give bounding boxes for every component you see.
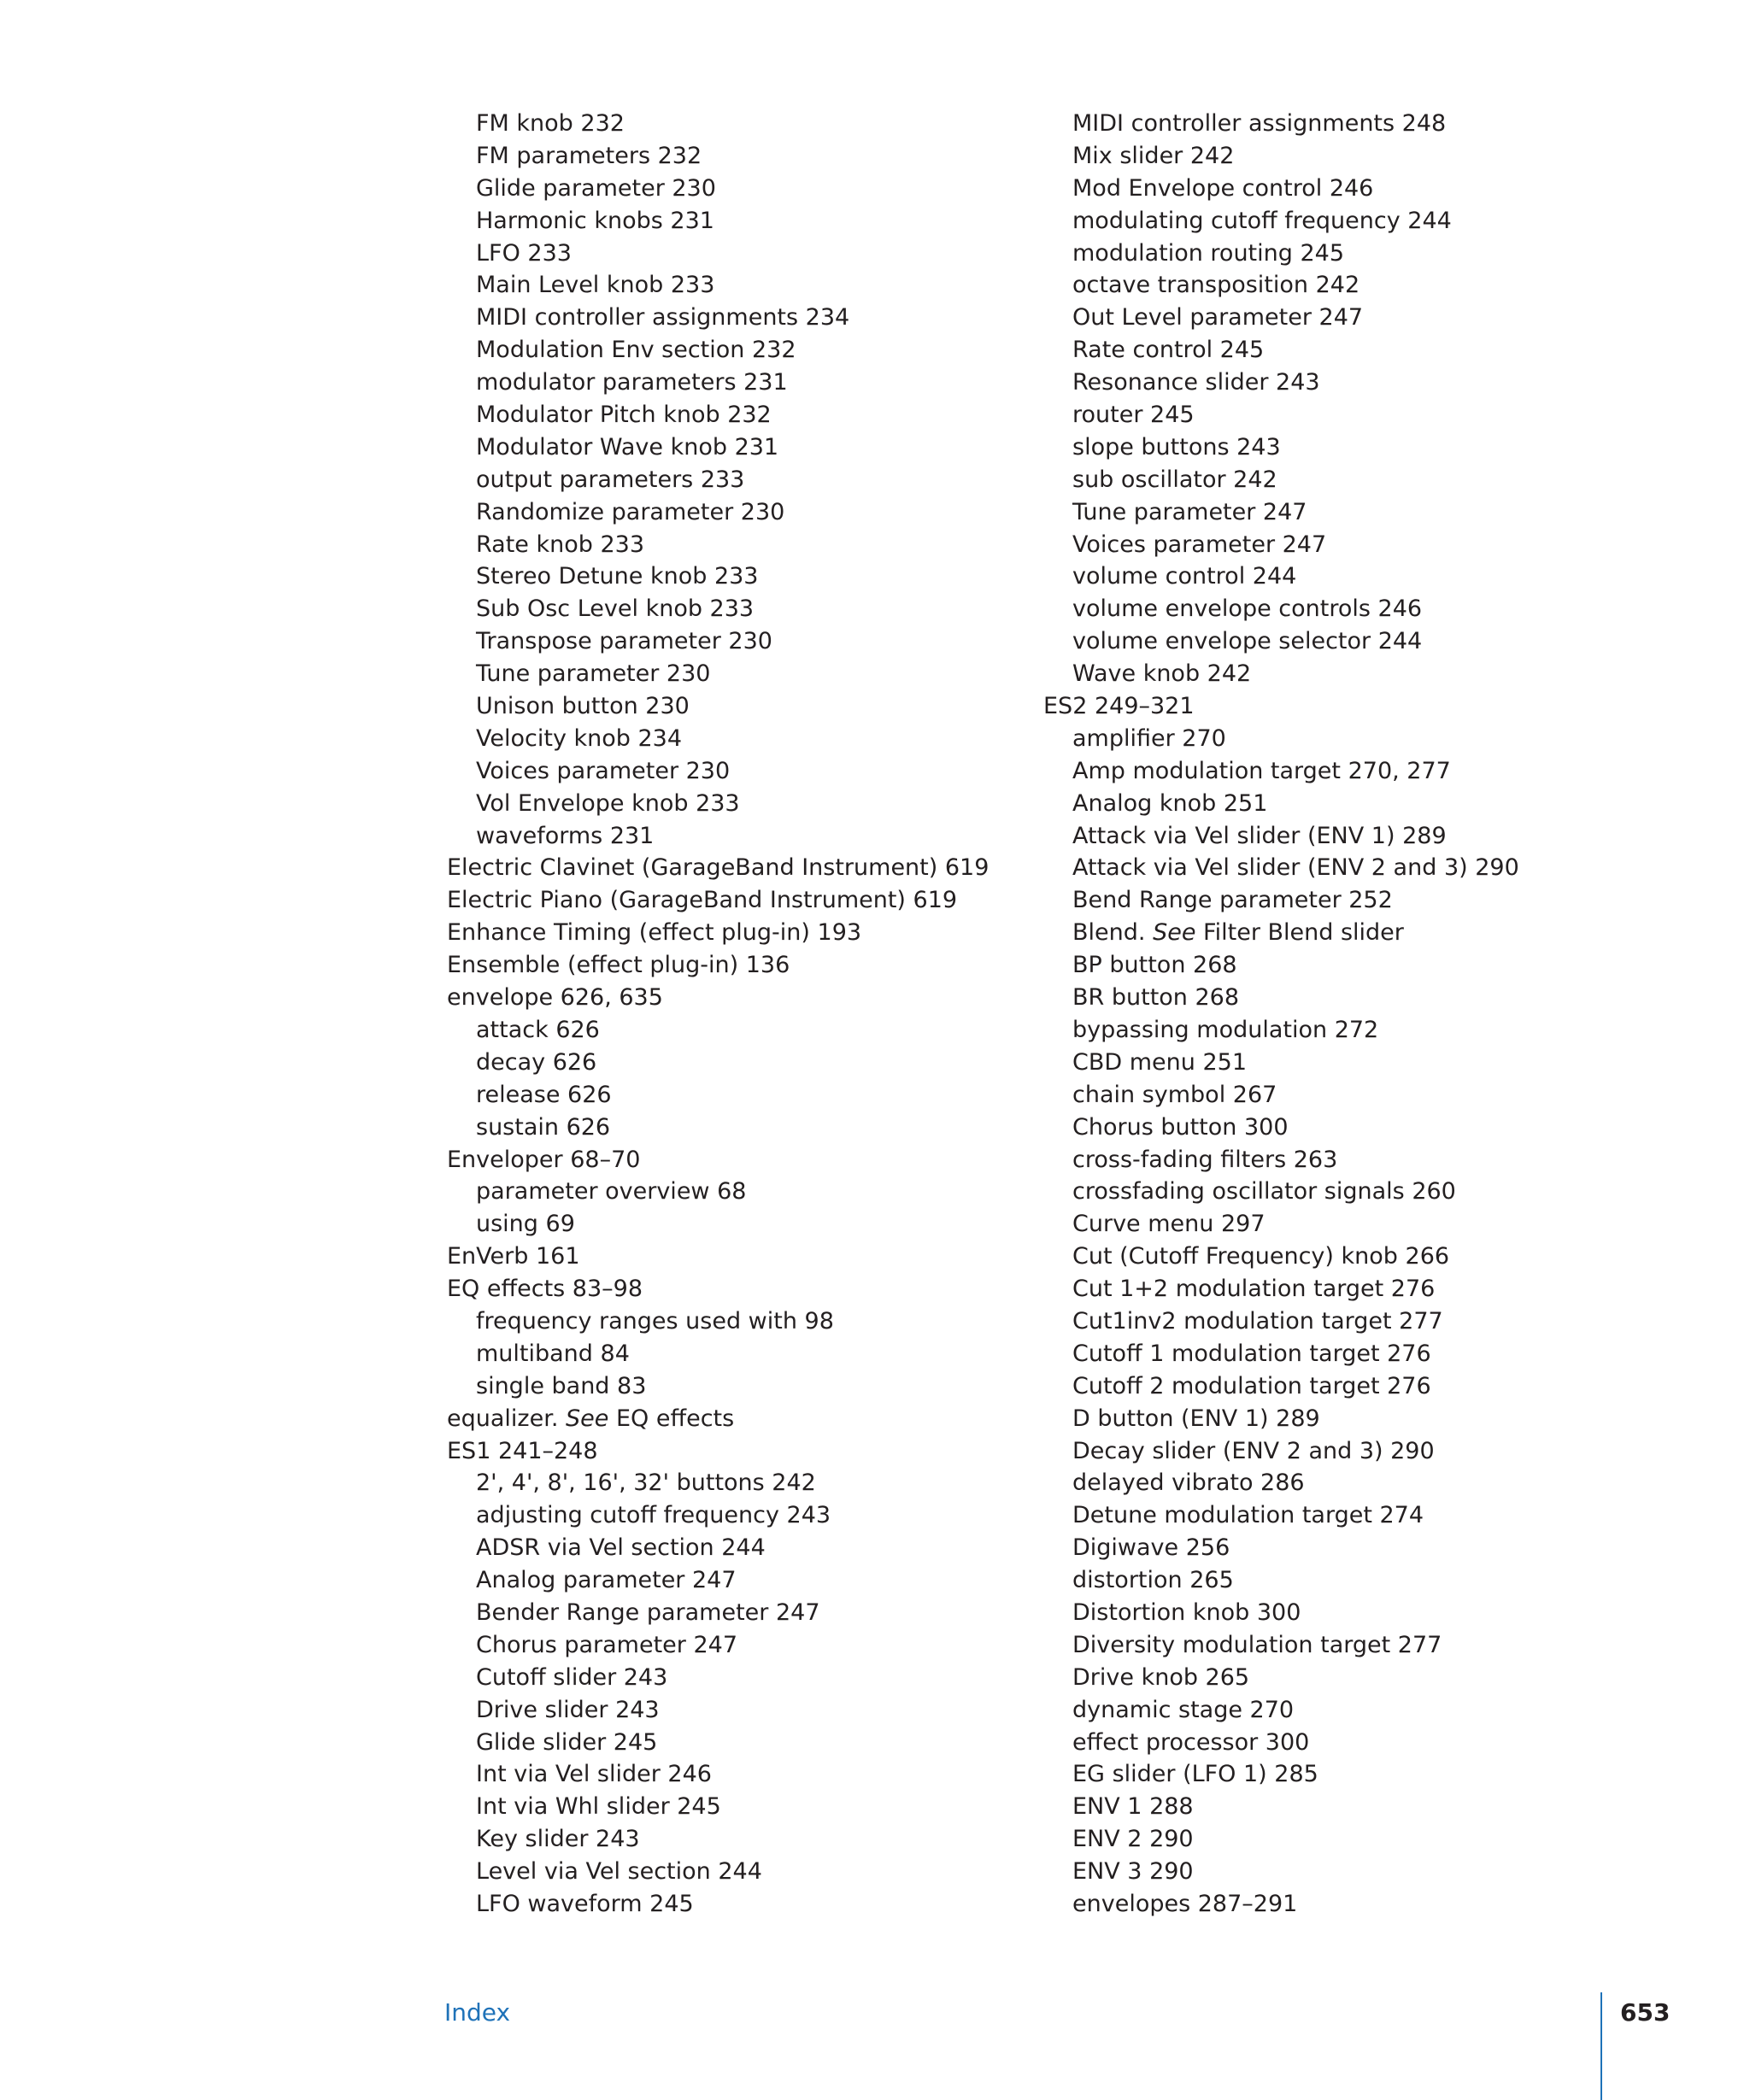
entry-text: Cut (Cutoff Frequency) knob 266	[1072, 1243, 1450, 1270]
index-subentry	[447, 1014, 994, 1047]
entry-text: single band 83	[476, 1372, 647, 1399]
index-subentry	[1043, 884, 1590, 917]
index-entry	[447, 1435, 994, 1468]
entry-text: LFO waveform 245	[476, 1890, 694, 1917]
index-subentry	[1043, 755, 1590, 788]
entry-text: using 69	[476, 1211, 575, 1238]
entry-text: release 626	[476, 1081, 612, 1108]
index-subentry	[1043, 238, 1590, 270]
see-reference-label: See	[566, 1405, 609, 1432]
entry-text: Ensemble (effect plug-in) 136	[447, 952, 790, 979]
page-number: 653	[1620, 1998, 1671, 2027]
entry-text: CBD menu 251	[1072, 1048, 1248, 1076]
entry-text: envelopes 287–291	[1072, 1890, 1298, 1917]
entry-text: envelope 626, 635	[447, 984, 663, 1012]
entry-text: Enveloper 68–70	[447, 1146, 641, 1173]
entry-text: Digiwave 256	[1072, 1534, 1230, 1562]
entry-text: Cutoff 1 modulation target 276	[1072, 1340, 1431, 1367]
index-subentry	[447, 1629, 994, 1662]
index-subentry	[1043, 1112, 1590, 1144]
entry-text: ES1 241–248	[447, 1437, 598, 1464]
index-subentry	[447, 560, 994, 593]
entry-text: LFO 233	[476, 239, 572, 267]
entry-text: Key slider 243	[476, 1826, 640, 1853]
entry-text: Distortion knob 300	[1072, 1598, 1301, 1626]
index-subentry	[447, 593, 994, 625]
entry-text: ENV 2 290	[1072, 1826, 1194, 1853]
entry-text: Cut1inv2 modulation target 277	[1072, 1307, 1443, 1334]
entry-text: cross-fading filters 263	[1072, 1146, 1338, 1173]
entry-text: 2', 4', 8', 16', 32' buttons 242	[476, 1469, 816, 1497]
index-subentry	[447, 173, 994, 205]
index-subentry	[447, 820, 994, 853]
entry-text: MIDI controller assignments 248	[1072, 110, 1447, 137]
entry-text: output parameters 233	[476, 466, 745, 493]
entry-text: Transpose parameter 230	[476, 628, 772, 655]
index-subentry	[1043, 560, 1590, 593]
entry-text: Analog knob 251	[1072, 789, 1268, 817]
entry-text: Tune parameter 247	[1072, 498, 1307, 525]
entry-text: Electric Piano (GarageBand Instrument) 619	[447, 887, 958, 914]
index-subentry	[447, 140, 994, 173]
entry-text: Rate control 245	[1072, 337, 1265, 364]
entry-text: volume control 244	[1072, 563, 1297, 590]
index-subentry	[1043, 1144, 1590, 1176]
entry-text: Out Level parameter 247	[1072, 304, 1364, 331]
entry-text: Sub Osc Level knob 233	[476, 595, 755, 623]
index-subentry	[1043, 496, 1590, 529]
entry-text: Cutoff 2 modulation target 276	[1072, 1372, 1431, 1399]
index-subentry	[1043, 1176, 1590, 1208]
entry-text: parameter overview 68	[476, 1178, 747, 1205]
entry-text: modulating cutoff frequency 244	[1072, 207, 1452, 234]
index-subentry	[1043, 1597, 1590, 1629]
entry-text: Diversity modulation target 277	[1072, 1631, 1442, 1658]
entry-text: Main Level knob 233	[476, 272, 715, 299]
index-subentry	[447, 658, 994, 690]
index-subentry	[1043, 108, 1590, 140]
entry-text: Velocity knob 234	[476, 724, 683, 752]
entry-text: Analog parameter 247	[476, 1567, 737, 1594]
entry-text: Modulator Pitch knob 232	[476, 402, 772, 429]
index-subentry	[447, 529, 994, 561]
index-subentry	[447, 1176, 994, 1208]
index-subentry	[447, 625, 994, 658]
entry-text: Int via Vel slider 246	[476, 1761, 712, 1788]
entry-text: Attack via Vel slider (ENV 1) 289	[1072, 822, 1447, 849]
index-subentry	[1043, 1403, 1590, 1435]
entry-text: Glide parameter 230	[476, 174, 716, 202]
index-subentry	[447, 238, 994, 270]
index-subentry	[1043, 1047, 1590, 1079]
index-subentry	[1043, 1241, 1590, 1273]
entry-text: Modulator Wave knob 231	[476, 433, 779, 460]
index-subentry	[447, 1662, 994, 1694]
entry-text: ES2 249–321	[1043, 693, 1195, 720]
index-subentry	[1043, 1079, 1590, 1112]
index-subentry	[1043, 949, 1590, 982]
index-subentry	[1043, 593, 1590, 625]
entry-text: Bender Range parameter 247	[476, 1598, 820, 1626]
entry-text: crossfading oscillator signals 260	[1072, 1178, 1456, 1205]
entry-text: Randomize parameter 230	[476, 498, 785, 525]
index-subentry	[1043, 1758, 1590, 1791]
index-subentry	[1043, 205, 1590, 238]
index-subentry	[447, 399, 994, 431]
entry-text: multiband 84	[476, 1340, 630, 1367]
index-subentry	[447, 1597, 994, 1629]
index-subentry	[447, 1888, 994, 1921]
entry-text: Curve menu 297	[1072, 1211, 1266, 1238]
index-subentry	[1043, 1727, 1590, 1759]
index-subentry	[447, 723, 994, 755]
index-subentry	[447, 1823, 994, 1856]
index-subentry	[447, 1370, 994, 1403]
entry-text: FM parameters 232	[476, 142, 702, 169]
entry-text: Cut 1+2 modulation target 276	[1072, 1276, 1436, 1303]
index-subentry	[447, 205, 994, 238]
entry-text: Resonance slider 243	[1072, 369, 1320, 396]
index-subentry	[1043, 917, 1590, 949]
entry-text: equalizer.	[447, 1405, 559, 1432]
entry-text: ADSR via Vel section 244	[476, 1534, 766, 1562]
index-subentry	[447, 1047, 994, 1079]
entry-text: Wave knob 242	[1072, 660, 1252, 688]
entry-text: ENV 1 288	[1072, 1793, 1194, 1821]
entry-text: Mod Envelope control 246	[1072, 174, 1374, 202]
index-subentry	[447, 1499, 994, 1532]
entry-text: Attack via Vel slider (ENV 2 and 3) 290	[1072, 854, 1519, 882]
index-subentry	[447, 755, 994, 788]
index-subentry	[1043, 367, 1590, 399]
index-subentry	[1043, 269, 1590, 302]
entry-text: Detune modulation target 274	[1072, 1502, 1424, 1529]
entry-text: Electric Clavinet (GarageBand Instrument) 619	[447, 854, 990, 882]
entry-text: Rate knob 233	[476, 531, 645, 558]
entry-text: modulation routing 245	[1072, 239, 1345, 267]
entry-text: octave transposition 242	[1072, 272, 1360, 299]
entry-text: Level via Vel section 244	[476, 1858, 762, 1886]
footer-divider	[1600, 1992, 1602, 2100]
index-subentry	[1043, 1370, 1590, 1403]
index-subentry	[447, 1564, 994, 1597]
entry-text: sustain 626	[476, 1113, 611, 1141]
entry-text: Unison button 230	[476, 693, 690, 720]
index-subentry	[447, 1694, 994, 1727]
index-subentry	[1043, 1791, 1590, 1823]
index-subentry	[1043, 1208, 1590, 1241]
index-subentry	[1043, 464, 1590, 496]
entry-text: Drive slider 243	[476, 1696, 660, 1723]
index-subentry	[447, 1791, 994, 1823]
index-subentry	[447, 1727, 994, 1759]
entry-text: Drive knob 265	[1072, 1663, 1250, 1691]
index-entry	[447, 1403, 994, 1435]
index-subentry	[1043, 399, 1590, 431]
index-subentry	[447, 496, 994, 529]
index-subentry	[447, 108, 994, 140]
entry-text: attack 626	[476, 1016, 600, 1043]
index-subentry	[1043, 1499, 1590, 1532]
index-subentry	[1043, 529, 1590, 561]
index-entry	[447, 1273, 994, 1305]
index-subentry	[447, 334, 994, 367]
index-subentry	[447, 302, 994, 334]
index-subentry	[1043, 1629, 1590, 1662]
index-subentry	[447, 1338, 994, 1370]
entry-text: Modulation Env section 232	[476, 337, 796, 364]
entry-text: EQ effects 83–98	[447, 1276, 643, 1303]
index-subentry	[447, 269, 994, 302]
entry-text: Bend Range parameter 252	[1072, 887, 1393, 914]
index-subentry	[447, 1112, 994, 1144]
index-subentry	[1043, 1888, 1590, 1921]
index-entry	[447, 949, 994, 982]
index-subentry	[1043, 302, 1590, 334]
index-column-right	[1043, 108, 1590, 1921]
index-column-left	[447, 108, 994, 1921]
see-reference-label: See	[1153, 919, 1196, 947]
entry-text: BP button 268	[1072, 952, 1237, 979]
entry-text: Blend.	[1072, 919, 1146, 947]
index-subentry	[447, 1758, 994, 1791]
index-subentry	[447, 1467, 994, 1499]
entry-text: Glide slider 245	[476, 1728, 658, 1756]
entry-text: bypassing modulation 272	[1072, 1016, 1379, 1043]
index-subentry	[1043, 1694, 1590, 1727]
index-subentry	[1043, 852, 1590, 884]
index-entry	[447, 917, 994, 949]
entry-text: router 245	[1072, 402, 1195, 429]
entry-text: EnVerb 161	[447, 1243, 580, 1270]
index-subentry	[1043, 1564, 1590, 1597]
entry-text: sub oscillator 242	[1072, 466, 1277, 493]
index-subentry	[1043, 1305, 1590, 1338]
entry-text: Voices parameter 230	[476, 757, 731, 784]
entry-text: modulator parameters 231	[476, 369, 788, 396]
index-subentry	[1043, 658, 1590, 690]
index-subentry	[447, 431, 994, 464]
index-subentry	[447, 690, 994, 723]
entry-text: Stereo Detune knob 233	[476, 563, 759, 590]
entry-text: amplifier 270	[1072, 724, 1226, 752]
index-subentry	[447, 1305, 994, 1338]
index-subentry	[447, 1208, 994, 1241]
entry-text: ENV 3 290	[1072, 1858, 1194, 1886]
index-subentry	[1043, 1273, 1590, 1305]
index-subentry	[447, 367, 994, 399]
index-subentry	[1043, 431, 1590, 464]
index-entry	[447, 852, 994, 884]
index-subentry	[1043, 1823, 1590, 1856]
index-subentry	[1043, 334, 1590, 367]
footer-section-label: Index	[444, 1998, 511, 2027]
entry-text: Amp modulation target 270, 277	[1072, 757, 1451, 784]
index-subentry	[1043, 723, 1590, 755]
entry-text: adjusting cutoff frequency 243	[476, 1502, 831, 1529]
entry-text: distortion 265	[1072, 1567, 1234, 1594]
index-subentry	[1043, 625, 1590, 658]
entry-text: D button (ENV 1) 289	[1072, 1405, 1320, 1432]
entry-text: EG slider (LFO 1) 285	[1072, 1761, 1318, 1788]
entry-text: Decay slider (ENV 2 and 3) 290	[1072, 1437, 1435, 1464]
index-subentry	[1043, 140, 1590, 173]
index-subentry	[447, 464, 994, 496]
entry-text: Harmonic knobs 231	[476, 207, 714, 234]
index-subentry	[447, 1079, 994, 1112]
index-entry	[447, 982, 994, 1014]
entry-text: frequency ranges used with 98	[476, 1307, 834, 1334]
index-subentry	[1043, 1662, 1590, 1694]
entry-text: Mix slider 242	[1072, 142, 1235, 169]
entry-text: chain symbol 267	[1072, 1081, 1277, 1108]
entry-text: FM knob 232	[476, 110, 625, 137]
index-subentry	[447, 788, 994, 820]
index-subentry	[1043, 173, 1590, 205]
entry-text: Vol Envelope knob 233	[476, 789, 740, 817]
index-entry	[447, 1144, 994, 1176]
index-subentry	[1043, 820, 1590, 853]
index-subentry	[447, 1532, 994, 1564]
entry-text: Int via Whl slider 245	[476, 1793, 721, 1821]
index-subentry	[1043, 1856, 1590, 1888]
index-subentry	[1043, 788, 1590, 820]
entry-text: volume envelope controls 246	[1072, 595, 1423, 623]
entry-text: Enhance Timing (effect plug-in) 193	[447, 919, 862, 947]
index-subentry	[1043, 982, 1590, 1014]
index-entry	[1043, 690, 1590, 723]
entry-text: BR button 268	[1072, 984, 1240, 1012]
index-subentry	[1043, 1014, 1590, 1047]
index-subentry	[1043, 1338, 1590, 1370]
index-subentry	[1043, 1467, 1590, 1499]
entry-text: Chorus button 300	[1072, 1113, 1289, 1141]
entry-text: Voices parameter 247	[1072, 531, 1327, 558]
entry-text: waveforms 231	[476, 822, 655, 849]
entry-text: Chorus parameter 247	[476, 1631, 738, 1658]
entry-text: decay 626	[476, 1048, 597, 1076]
entry-text: MIDI controller assignments 234	[476, 304, 850, 331]
entry-text: Cutoff slider 243	[476, 1663, 668, 1691]
index-entry	[447, 884, 994, 917]
entry-text: dynamic stage 270	[1072, 1696, 1295, 1723]
index-subentry	[447, 1856, 994, 1888]
entry-text: slope buttons 243	[1072, 433, 1281, 460]
entry-text: delayed vibrato 286	[1072, 1469, 1305, 1497]
see-reference-target: Filter Blend slider	[1203, 919, 1404, 947]
index-entry	[447, 1241, 994, 1273]
entry-text: Tune parameter 230	[476, 660, 711, 688]
entry-text: volume envelope selector 244	[1072, 628, 1423, 655]
index-subentry	[1043, 1532, 1590, 1564]
see-reference-target: EQ effects	[615, 1405, 735, 1432]
index-subentry	[1043, 1435, 1590, 1468]
entry-text: effect processor 300	[1072, 1728, 1310, 1756]
